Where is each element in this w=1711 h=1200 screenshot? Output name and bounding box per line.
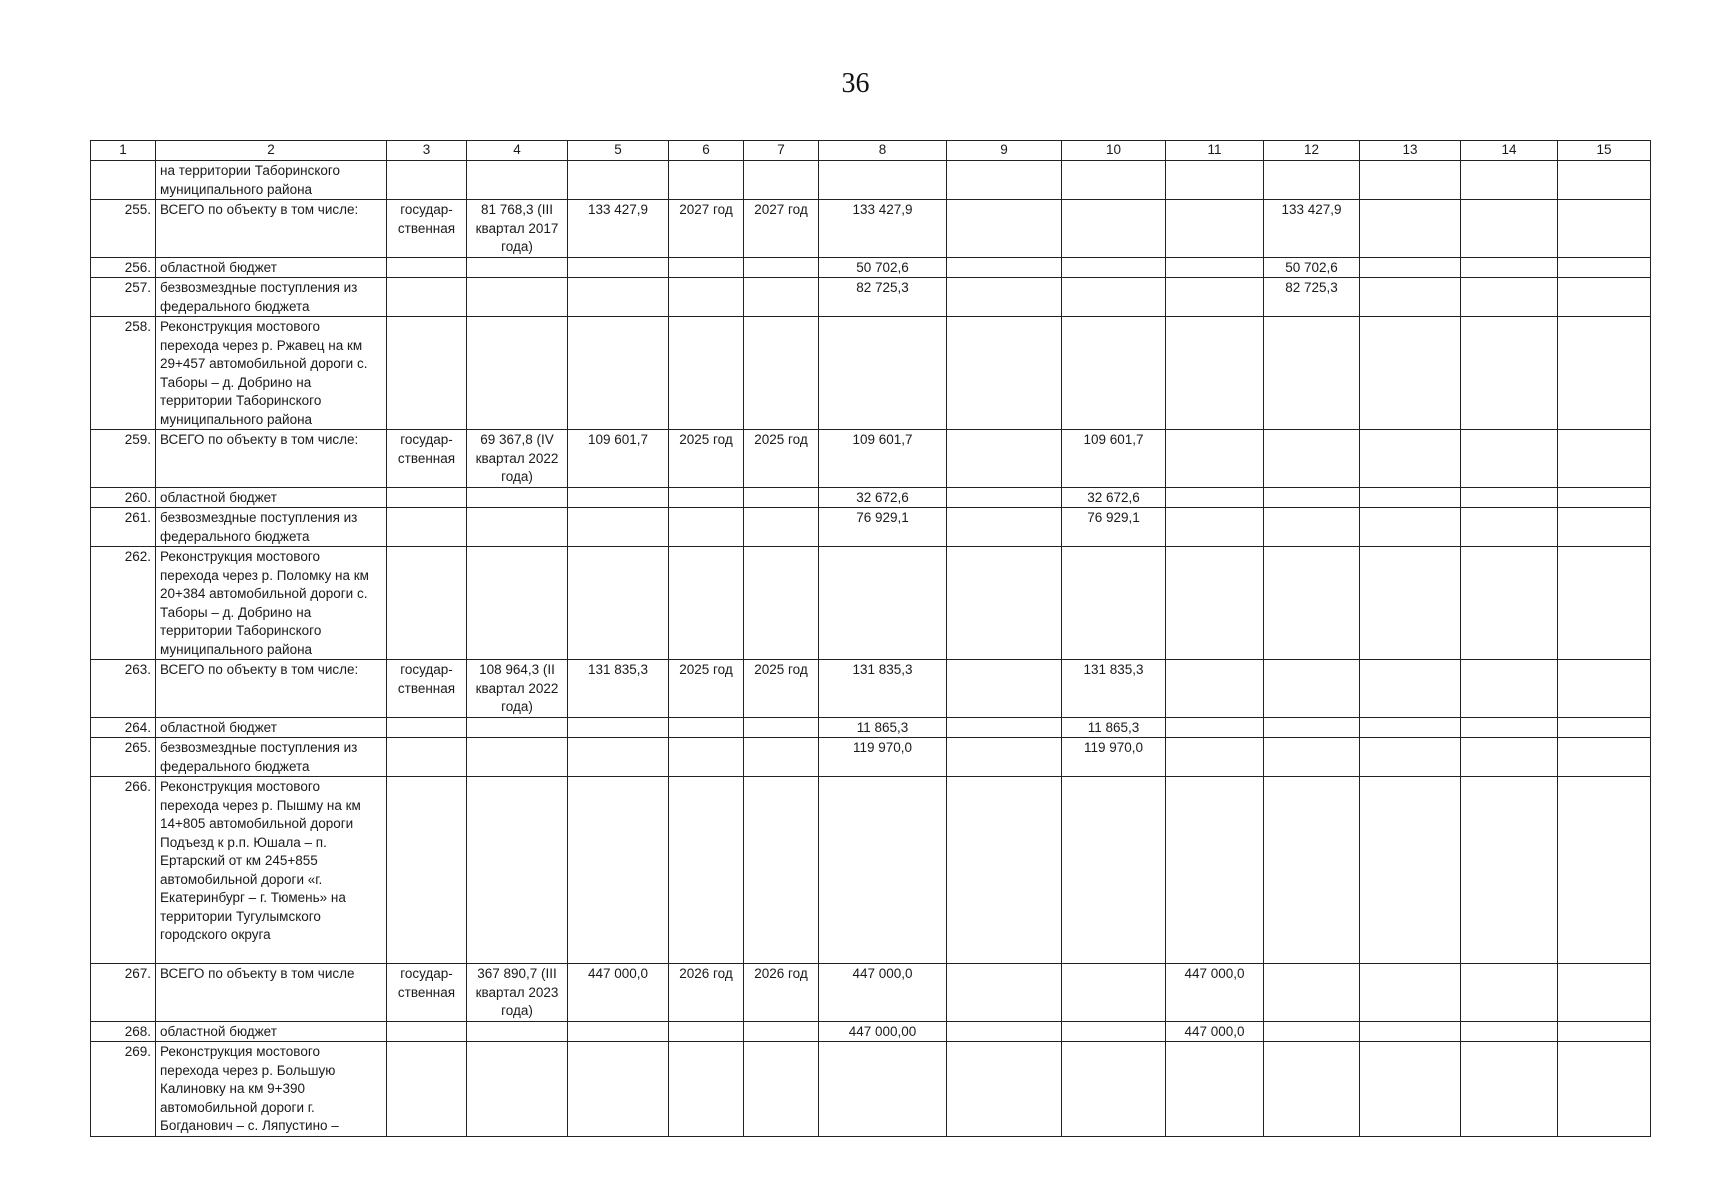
table-cell-col-5 bbox=[568, 1042, 669, 1137]
table-cell-col-12: 82 725,3 bbox=[1264, 278, 1360, 317]
table-cell-col-5: 131 835,3 bbox=[568, 660, 669, 718]
table-cell-col-7: 2027 год bbox=[744, 200, 819, 258]
table-cell-col-9 bbox=[947, 738, 1062, 777]
table-cell-col-4: 108 964,3 (II квартал 2022 года) bbox=[467, 660, 568, 718]
table-row bbox=[91, 278, 1651, 317]
table-cell-col-3: государ-ственная bbox=[387, 430, 467, 488]
table-cell-col-8: 131 835,3 bbox=[819, 660, 947, 718]
table-cell-col-5 bbox=[568, 508, 669, 547]
table-cell-col-5 bbox=[568, 717, 669, 738]
table-cell-col-15 bbox=[1558, 200, 1651, 258]
table-row bbox=[91, 547, 1651, 660]
row-description-cell: ВСЕГО по объекту в том числе: bbox=[156, 200, 387, 258]
table-cell-col-7 bbox=[744, 1042, 819, 1137]
table-cell-col-6: 2025 год bbox=[669, 430, 744, 488]
column-header-6: 6 bbox=[669, 141, 744, 161]
table-cell-col-3: государ-ственная bbox=[387, 964, 467, 1022]
row-description-cell: ВСЕГО по объекту в том числе: bbox=[156, 430, 387, 488]
table-cell-col-13 bbox=[1360, 660, 1461, 718]
row-description-cell: на территории Таборинского муниципального района bbox=[156, 161, 387, 200]
table-cell-col-7 bbox=[744, 257, 819, 278]
table-cell-col-8 bbox=[819, 777, 947, 964]
row-description-cell: Реконструкция мостового перехода через р. Большую Калиновку на км 9+390 автомобильной дороги г. Богданович – с. Ляпустино – bbox=[156, 1042, 387, 1137]
table-row bbox=[91, 257, 1651, 278]
table-cell-col-6 bbox=[669, 257, 744, 278]
row-number-cell: 268. bbox=[91, 1021, 156, 1042]
table-cell-col-3 bbox=[387, 547, 467, 660]
table-cell-col-7 bbox=[744, 547, 819, 660]
row-description-cell: ВСЕГО по объекту в том числе: bbox=[156, 660, 387, 718]
table-cell-col-6 bbox=[669, 278, 744, 317]
table-cell-col-12 bbox=[1264, 317, 1360, 430]
table-cell-col-8: 447 000,0 bbox=[819, 964, 947, 1022]
row-number-cell: 265. bbox=[91, 738, 156, 777]
row-number-cell: 262. bbox=[91, 547, 156, 660]
table-cell-col-7 bbox=[744, 278, 819, 317]
column-header-3: 3 bbox=[387, 141, 467, 161]
table-cell-col-12 bbox=[1264, 1042, 1360, 1137]
table-cell-col-14 bbox=[1461, 717, 1558, 738]
table-cell-col-5 bbox=[568, 257, 669, 278]
table-cell-col-8 bbox=[819, 547, 947, 660]
table-row bbox=[91, 430, 1651, 488]
row-number-cell: 260. bbox=[91, 487, 156, 508]
table-cell-col-3 bbox=[387, 161, 467, 200]
table-cell-col-10 bbox=[1062, 161, 1166, 200]
table-cell-col-10: 131 835,3 bbox=[1062, 660, 1166, 718]
table-cell-col-9 bbox=[947, 317, 1062, 430]
table-cell-col-12: 133 427,9 bbox=[1264, 200, 1360, 258]
table-cell-col-10 bbox=[1062, 278, 1166, 317]
table-cell-col-12 bbox=[1264, 487, 1360, 508]
table-cell-col-4: 69 367,8 (IV квартал 2022 года) bbox=[467, 430, 568, 488]
table-cell-col-8: 50 702,6 bbox=[819, 257, 947, 278]
table-cell-col-9 bbox=[947, 161, 1062, 200]
row-number-cell: 256. bbox=[91, 257, 156, 278]
table-cell-col-4: 367 890,7 (III квартал 2023 года) bbox=[467, 964, 568, 1022]
table-cell-col-15 bbox=[1558, 430, 1651, 488]
table-cell-col-15 bbox=[1558, 660, 1651, 718]
table-cell-col-5 bbox=[568, 487, 669, 508]
row-description-cell: областной бюджет bbox=[156, 1021, 387, 1042]
table-cell-col-6 bbox=[669, 547, 744, 660]
table-cell-col-13 bbox=[1360, 547, 1461, 660]
table-cell-col-6 bbox=[669, 508, 744, 547]
table-cell-col-10: 11 865,3 bbox=[1062, 717, 1166, 738]
table-cell-col-12 bbox=[1264, 547, 1360, 660]
table-cell-col-9 bbox=[947, 660, 1062, 718]
table-cell-col-12 bbox=[1264, 660, 1360, 718]
table-cell-col-9 bbox=[947, 430, 1062, 488]
table-cell-col-9 bbox=[947, 487, 1062, 508]
table-row bbox=[91, 161, 1651, 200]
row-description-cell: Реконструкция мостового перехода через р. Поломку на км 20+384 автомобильной дороги с. Таборы – д. Добрино на территории Таборинского муниципального района bbox=[156, 547, 387, 660]
table-cell-col-4 bbox=[467, 317, 568, 430]
table-cell-col-11 bbox=[1166, 717, 1264, 738]
table-cell-col-4 bbox=[467, 1042, 568, 1137]
table-cell-col-10 bbox=[1062, 547, 1166, 660]
table-cell-col-10 bbox=[1062, 317, 1166, 430]
table-cell-col-7 bbox=[744, 738, 819, 777]
column-header-14: 14 bbox=[1461, 141, 1558, 161]
table-row bbox=[91, 1021, 1651, 1042]
table-cell-col-11 bbox=[1166, 660, 1264, 718]
table-cell-col-14 bbox=[1461, 430, 1558, 488]
table-row bbox=[91, 508, 1651, 547]
table-cell-col-4 bbox=[467, 738, 568, 777]
table-cell-col-9 bbox=[947, 717, 1062, 738]
table-cell-col-6 bbox=[669, 161, 744, 200]
column-header-13: 13 bbox=[1360, 141, 1461, 161]
table-cell-col-4 bbox=[467, 508, 568, 547]
column-header-5: 5 bbox=[568, 141, 669, 161]
table-cell-col-10: 32 672,6 bbox=[1062, 487, 1166, 508]
table-cell-col-5 bbox=[568, 317, 669, 430]
table-cell-col-7 bbox=[744, 508, 819, 547]
table-cell-col-8: 447 000,00 bbox=[819, 1021, 947, 1042]
table-cell-col-11 bbox=[1166, 508, 1264, 547]
table-cell-col-13 bbox=[1360, 200, 1461, 258]
table-cell-col-6 bbox=[669, 1042, 744, 1137]
table-cell-col-11 bbox=[1166, 738, 1264, 777]
table-cell-col-13 bbox=[1360, 508, 1461, 547]
column-header-12: 12 bbox=[1264, 141, 1360, 161]
table-cell-col-3: государ-ственная bbox=[387, 200, 467, 258]
table-cell-col-13 bbox=[1360, 487, 1461, 508]
table-cell-col-6 bbox=[669, 717, 744, 738]
table-row bbox=[91, 717, 1651, 738]
row-description-cell: ВСЕГО по объекту в том числе bbox=[156, 964, 387, 1022]
table-cell-col-5: 133 427,9 bbox=[568, 200, 669, 258]
table-row bbox=[91, 738, 1651, 777]
table-cell-col-6 bbox=[669, 738, 744, 777]
table-cell-col-6: 2025 год bbox=[669, 660, 744, 718]
table-cell-col-12 bbox=[1264, 717, 1360, 738]
table-cell-col-13 bbox=[1360, 1042, 1461, 1137]
table-cell-col-5 bbox=[568, 777, 669, 964]
table-cell-col-8 bbox=[819, 161, 947, 200]
table-cell-col-6: 2027 год bbox=[669, 200, 744, 258]
row-number-cell: 267. bbox=[91, 964, 156, 1022]
row-description-cell: Реконструкция мостового перехода через р. Ржавец на км 29+457 автомобильной дороги с. Таборы – д. Добрино на территории Таборинского муниципального района bbox=[156, 317, 387, 430]
row-number-cell bbox=[91, 161, 156, 200]
row-description-cell: безвозмездные поступления из федерального бюджета bbox=[156, 738, 387, 777]
column-header-4: 4 bbox=[467, 141, 568, 161]
row-description-cell: безвозмездные поступления из федерального бюджета bbox=[156, 278, 387, 317]
table-cell-col-8: 119 970,0 bbox=[819, 738, 947, 777]
table-cell-col-6 bbox=[669, 777, 744, 964]
table-cell-col-8: 32 672,6 bbox=[819, 487, 947, 508]
row-number-cell: 257. bbox=[91, 278, 156, 317]
table-cell-col-15 bbox=[1558, 317, 1651, 430]
table-row bbox=[91, 964, 1651, 1022]
table-cell-col-12 bbox=[1264, 738, 1360, 777]
table-row bbox=[91, 317, 1651, 430]
table-cell-col-11: 447 000,0 bbox=[1166, 1021, 1264, 1042]
table-cell-col-3: государ-ственная bbox=[387, 660, 467, 718]
table-cell-col-9 bbox=[947, 547, 1062, 660]
table-cell-col-15 bbox=[1558, 547, 1651, 660]
table-cell-col-9 bbox=[947, 777, 1062, 964]
table-cell-col-8: 109 601,7 bbox=[819, 430, 947, 488]
column-header-11: 11 bbox=[1166, 141, 1264, 161]
table-cell-col-11 bbox=[1166, 1042, 1264, 1137]
row-number-cell: 269. bbox=[91, 1042, 156, 1137]
table-cell-col-15 bbox=[1558, 964, 1651, 1022]
table-cell-col-7: 2025 год bbox=[744, 430, 819, 488]
column-header-8: 8 bbox=[819, 141, 947, 161]
table-cell-col-3 bbox=[387, 738, 467, 777]
table-cell-col-7: 2025 год bbox=[744, 660, 819, 718]
table-cell-col-7 bbox=[744, 161, 819, 200]
row-description-cell: областной бюджет bbox=[156, 257, 387, 278]
table-cell-col-14 bbox=[1461, 547, 1558, 660]
table-cell-col-13 bbox=[1360, 161, 1461, 200]
row-number-cell: 266. bbox=[91, 777, 156, 964]
table-cell-col-7 bbox=[744, 487, 819, 508]
column-header-9: 9 bbox=[947, 141, 1062, 161]
table-row bbox=[91, 487, 1651, 508]
table-cell-col-9 bbox=[947, 278, 1062, 317]
table-cell-col-13 bbox=[1360, 278, 1461, 317]
table-cell-col-13 bbox=[1360, 717, 1461, 738]
table-cell-col-4 bbox=[467, 547, 568, 660]
table-cell-col-15 bbox=[1558, 777, 1651, 964]
table-cell-col-10: 76 929,1 bbox=[1062, 508, 1166, 547]
table-cell-col-15 bbox=[1558, 278, 1651, 317]
table-cell-col-13 bbox=[1360, 257, 1461, 278]
table-cell-col-11 bbox=[1166, 257, 1264, 278]
table-header-row bbox=[91, 141, 1651, 161]
table-cell-col-11 bbox=[1166, 278, 1264, 317]
table-cell-col-12 bbox=[1264, 777, 1360, 964]
table-cell-col-15 bbox=[1558, 738, 1651, 777]
table-cell-col-11 bbox=[1166, 317, 1264, 430]
table-cell-col-6: 2026 год bbox=[669, 964, 744, 1022]
row-number-cell: 259. bbox=[91, 430, 156, 488]
column-header-2: 2 bbox=[156, 141, 387, 161]
table-cell-col-3 bbox=[387, 777, 467, 964]
table-cell-col-7 bbox=[744, 717, 819, 738]
table-cell-col-15 bbox=[1558, 1021, 1651, 1042]
table-cell-col-14 bbox=[1461, 200, 1558, 258]
table-cell-col-14 bbox=[1461, 487, 1558, 508]
table-cell-col-6 bbox=[669, 1021, 744, 1042]
table-cell-col-12 bbox=[1264, 508, 1360, 547]
table-cell-col-8: 133 427,9 bbox=[819, 200, 947, 258]
row-number-cell: 264. bbox=[91, 717, 156, 738]
table-cell-col-3 bbox=[387, 317, 467, 430]
table-cell-col-15 bbox=[1558, 717, 1651, 738]
table-cell-col-14 bbox=[1461, 738, 1558, 777]
table-cell-col-14 bbox=[1461, 777, 1558, 964]
row-description-cell: областной бюджет bbox=[156, 487, 387, 508]
table-cell-col-11 bbox=[1166, 430, 1264, 488]
table-cell-col-3 bbox=[387, 1021, 467, 1042]
table-cell-col-11 bbox=[1166, 487, 1264, 508]
table-cell-col-5 bbox=[568, 738, 669, 777]
table-cell-col-7 bbox=[744, 1021, 819, 1042]
table-cell-col-4 bbox=[467, 1021, 568, 1042]
table-cell-col-4 bbox=[467, 278, 568, 317]
table-cell-col-15 bbox=[1558, 161, 1651, 200]
table-cell-col-10 bbox=[1062, 257, 1166, 278]
table-cell-col-10 bbox=[1062, 200, 1166, 258]
table-cell-col-4 bbox=[467, 777, 568, 964]
table-cell-col-10: 119 970,0 bbox=[1062, 738, 1166, 777]
column-header-15: 15 bbox=[1558, 141, 1651, 161]
table-cell-col-9 bbox=[947, 964, 1062, 1022]
table-cell-col-5: 447 000,0 bbox=[568, 964, 669, 1022]
table-cell-col-14 bbox=[1461, 1021, 1558, 1042]
table-cell-col-4 bbox=[467, 487, 568, 508]
table-cell-col-14 bbox=[1461, 660, 1558, 718]
table-cell-col-10: 109 601,7 bbox=[1062, 430, 1166, 488]
table-cell-col-10 bbox=[1062, 777, 1166, 964]
row-number-cell: 255. bbox=[91, 200, 156, 258]
table-cell-col-9 bbox=[947, 508, 1062, 547]
table-cell-col-10 bbox=[1062, 1042, 1166, 1137]
table-cell-col-3 bbox=[387, 1042, 467, 1137]
table-cell-col-3 bbox=[387, 508, 467, 547]
table-cell-col-14 bbox=[1461, 278, 1558, 317]
table-row bbox=[91, 1042, 1651, 1137]
table-cell-col-6 bbox=[669, 487, 744, 508]
table-cell-col-15 bbox=[1558, 508, 1651, 547]
table-cell-col-14 bbox=[1461, 1042, 1558, 1137]
table-cell-col-5 bbox=[568, 161, 669, 200]
table-cell-col-7: 2026 год bbox=[744, 964, 819, 1022]
table-cell-col-14 bbox=[1461, 964, 1558, 1022]
table-row bbox=[91, 200, 1651, 258]
row-description-cell: Реконструкция мостового перехода через р. Пышму на км 14+805 автомобильной дороги Подъезд к р.п. Юшала – п. Ертарский от км 245+855 автомобильной дороги «г. Екатеринбург – г. Тюмень» на территории Тугулымского городского округа bbox=[156, 777, 387, 964]
table-cell-col-4 bbox=[467, 257, 568, 278]
table-cell-col-4: 81 768,3 (III квартал 2017 года) bbox=[467, 200, 568, 258]
table-cell-col-6 bbox=[669, 317, 744, 430]
table-cell-col-7 bbox=[744, 317, 819, 430]
table-cell-col-11 bbox=[1166, 547, 1264, 660]
table-cell-col-11 bbox=[1166, 200, 1264, 258]
table-cell-col-5 bbox=[568, 547, 669, 660]
table-cell-col-3 bbox=[387, 487, 467, 508]
table-cell-col-4 bbox=[467, 161, 568, 200]
table-cell-col-8 bbox=[819, 1042, 947, 1137]
table-cell-col-7 bbox=[744, 777, 819, 964]
table-cell-col-12: 50 702,6 bbox=[1264, 257, 1360, 278]
table-cell-col-9 bbox=[947, 200, 1062, 258]
table-cell-col-5 bbox=[568, 1021, 669, 1042]
table-cell-col-13 bbox=[1360, 964, 1461, 1022]
table-cell-col-12 bbox=[1264, 1021, 1360, 1042]
table-cell-col-8: 76 929,1 bbox=[819, 508, 947, 547]
row-description-cell: областной бюджет bbox=[156, 717, 387, 738]
table-cell-col-12 bbox=[1264, 161, 1360, 200]
table-cell-col-5: 109 601,7 bbox=[568, 430, 669, 488]
table-cell-col-13 bbox=[1360, 430, 1461, 488]
table-cell-col-15 bbox=[1558, 257, 1651, 278]
table-cell-col-11 bbox=[1166, 161, 1264, 200]
table-cell-col-13 bbox=[1360, 777, 1461, 964]
row-number-cell: 263. bbox=[91, 660, 156, 718]
table-cell-col-11 bbox=[1166, 777, 1264, 964]
table-cell-col-12 bbox=[1264, 964, 1360, 1022]
row-description-cell: безвозмездные поступления из федерального бюджета bbox=[156, 508, 387, 547]
row-number-cell: 258. bbox=[91, 317, 156, 430]
table-cell-col-14 bbox=[1461, 257, 1558, 278]
table-cell-col-14 bbox=[1461, 317, 1558, 430]
column-header-10: 10 bbox=[1062, 141, 1166, 161]
page-number: 36 bbox=[841, 68, 870, 99]
table-cell-col-3 bbox=[387, 717, 467, 738]
column-header-7: 7 bbox=[744, 141, 819, 161]
table-cell-col-9 bbox=[947, 1042, 1062, 1137]
column-header-1: 1 bbox=[91, 141, 156, 161]
row-number-cell: 261. bbox=[91, 508, 156, 547]
table-body bbox=[91, 161, 1651, 1137]
table-row bbox=[91, 660, 1651, 718]
table-cell-col-8: 11 865,3 bbox=[819, 717, 947, 738]
table-cell-col-13 bbox=[1360, 738, 1461, 777]
table-cell-col-5 bbox=[568, 278, 669, 317]
table-cell-col-13 bbox=[1360, 317, 1461, 430]
table-row bbox=[91, 777, 1651, 964]
table-cell-col-14 bbox=[1461, 161, 1558, 200]
budget-table bbox=[90, 140, 1651, 1137]
table-cell-col-10 bbox=[1062, 964, 1166, 1022]
table-cell-col-11: 447 000,0 bbox=[1166, 964, 1264, 1022]
table-cell-col-3 bbox=[387, 257, 467, 278]
table-cell-col-13 bbox=[1360, 1021, 1461, 1042]
table-cell-col-9 bbox=[947, 1021, 1062, 1042]
table-cell-col-15 bbox=[1558, 1042, 1651, 1137]
table-cell-col-9 bbox=[947, 257, 1062, 278]
table-cell-col-12 bbox=[1264, 430, 1360, 488]
table-cell-col-4 bbox=[467, 717, 568, 738]
table-cell-col-8: 82 725,3 bbox=[819, 278, 947, 317]
table-cell-col-8 bbox=[819, 317, 947, 430]
table-cell-col-15 bbox=[1558, 487, 1651, 508]
table-cell-col-3 bbox=[387, 278, 467, 317]
table-cell-col-10 bbox=[1062, 1021, 1166, 1042]
table-cell-col-14 bbox=[1461, 508, 1558, 547]
